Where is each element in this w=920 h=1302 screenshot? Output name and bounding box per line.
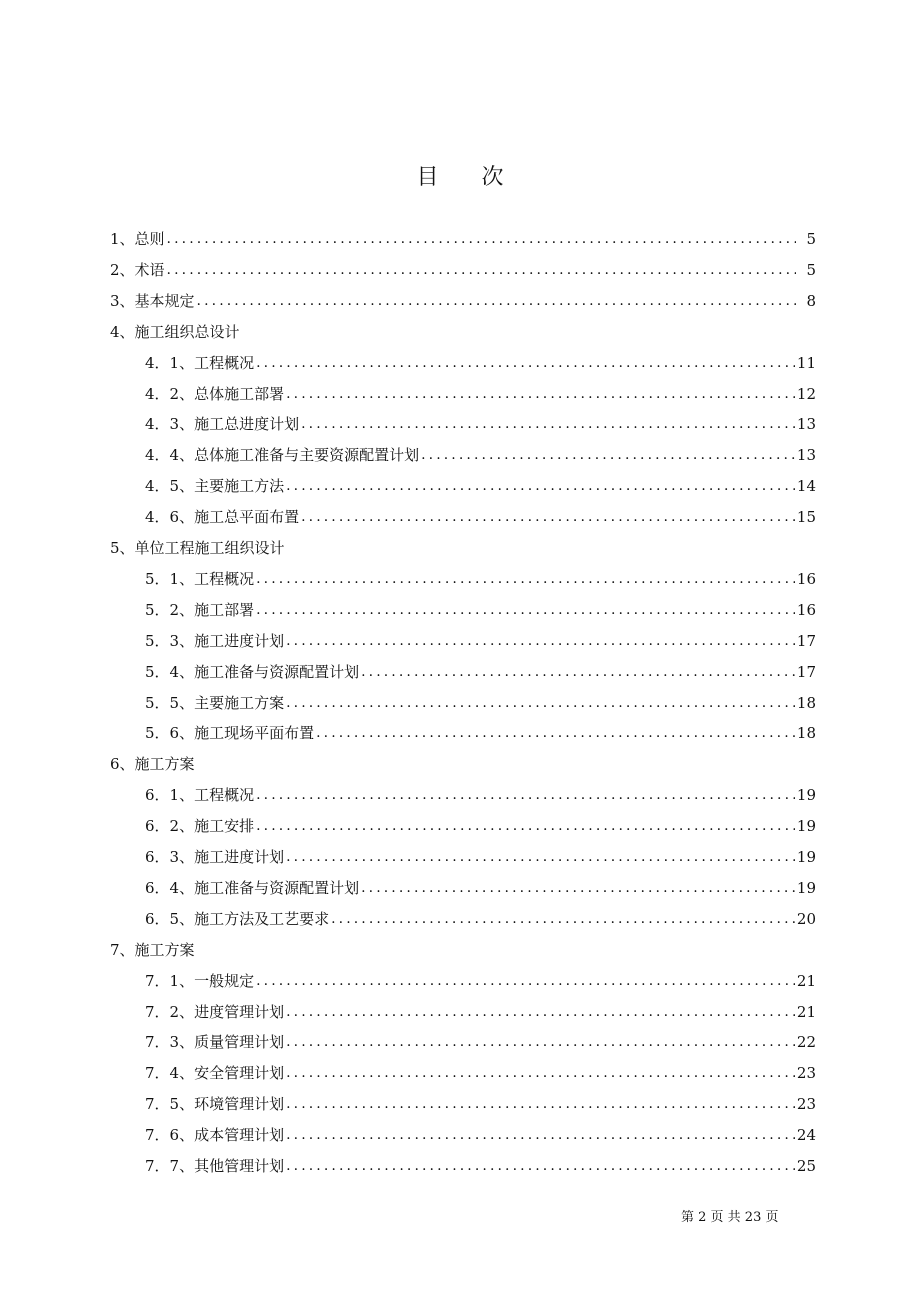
toc-entry-label: 7．3、质量管理计划 bbox=[145, 1033, 285, 1052]
toc-dot-leader bbox=[286, 1063, 795, 1083]
toc-entry-page-number: 14 bbox=[796, 477, 816, 496]
toc-entry-page-number: 15 bbox=[796, 508, 816, 527]
toc-entry[interactable] bbox=[145, 596, 816, 620]
toc-entry-label: 5、单位工程施工组织设计 bbox=[110, 539, 285, 557]
toc-dot-leader bbox=[256, 785, 795, 805]
toc-entry[interactable] bbox=[145, 874, 816, 898]
toc-entry-page-number: 21 bbox=[796, 971, 816, 990]
toc-entry-label: 4．2、总体施工部署 bbox=[145, 384, 285, 403]
toc-entry-label: 5．3、施工进度计划 bbox=[145, 631, 285, 650]
toc-dot-leader bbox=[286, 476, 795, 496]
page-footer: 第 2 页 共 23 页 bbox=[681, 1210, 779, 1225]
toc-dot-leader bbox=[167, 260, 796, 280]
toc-entry-label: 6．5、施工方法及工艺要求 bbox=[145, 909, 330, 928]
toc-entry-label: 4．4、总体施工准备与主要资源配置计划 bbox=[145, 446, 420, 465]
toc-dot-leader bbox=[256, 971, 795, 991]
toc-entry-label: 6．1、工程概况 bbox=[145, 786, 255, 805]
toc-entry-page-number: 5 bbox=[806, 260, 816, 279]
toc-entry[interactable] bbox=[145, 380, 816, 404]
toc-entry-label: 3、基本规定 bbox=[110, 291, 195, 310]
toc-entry-label: 7、施工方案 bbox=[110, 940, 195, 959]
toc-entry-label: 7．4、安全管理计划 bbox=[145, 1064, 285, 1083]
toc-entry-label: 4、施工组织总设计 bbox=[110, 322, 240, 341]
toc-entry[interactable] bbox=[145, 1152, 816, 1176]
toc-entry-page-number: 22 bbox=[796, 1033, 816, 1052]
toc-dot-leader bbox=[286, 631, 795, 651]
toc-entry[interactable] bbox=[145, 1121, 816, 1145]
toc-entry-page-number: 11 bbox=[796, 353, 816, 372]
toc-entry-page-number: 17 bbox=[796, 662, 816, 681]
toc-dot-leader bbox=[256, 569, 795, 589]
toc-entry-label: 5．6、施工现场平面布置 bbox=[145, 724, 315, 743]
toc-entry-label: 7．5、环境管理计划 bbox=[145, 1095, 285, 1114]
toc-entry[interactable] bbox=[145, 967, 816, 991]
toc-entry-label: 6．4、施工准备与资源配置计划 bbox=[145, 878, 360, 897]
toc-entry[interactable] bbox=[145, 1090, 816, 1114]
toc-dot-leader bbox=[361, 662, 795, 682]
toc-entry[interactable] bbox=[110, 225, 816, 249]
toc-entry-label: 7．2、进度管理计划 bbox=[145, 1002, 285, 1021]
toc-dot-leader bbox=[286, 1094, 795, 1114]
toc-entry-page-number: 16 bbox=[796, 569, 816, 588]
toc-entry-page-number: 19 bbox=[796, 786, 816, 805]
toc-dot-leader bbox=[301, 507, 795, 527]
toc-entry-label: 2、术语 bbox=[110, 260, 165, 279]
toc-entry[interactable] bbox=[145, 472, 816, 496]
toc-dot-leader bbox=[301, 414, 795, 434]
toc-entry-label: 4．3、施工总进度计划 bbox=[145, 415, 300, 434]
toc-entry-page-number: 20 bbox=[796, 909, 816, 928]
toc-entry[interactable] bbox=[110, 287, 816, 311]
toc-entry-page-number: 16 bbox=[796, 600, 816, 619]
toc-entry-page-number: 19 bbox=[796, 817, 816, 836]
toc-dot-leader bbox=[286, 847, 795, 867]
toc-dot-leader bbox=[316, 723, 795, 743]
toc-entry-label: 5．5、主要施工方案 bbox=[145, 693, 285, 712]
toc-dot-leader bbox=[286, 1125, 795, 1145]
toc-entry-label: 4．1、工程概况 bbox=[145, 353, 255, 372]
toc-entry[interactable] bbox=[145, 812, 816, 836]
toc-entry-label: 6．2、施工安排 bbox=[145, 817, 255, 836]
page-title: 目 次 bbox=[416, 165, 522, 190]
toc-entry-page-number: 12 bbox=[796, 384, 816, 403]
toc-entry-page-number: 19 bbox=[796, 878, 816, 897]
toc-entry-page-number: 13 bbox=[796, 415, 816, 434]
toc-entry[interactable] bbox=[145, 441, 816, 465]
toc-entry-page-number: 23 bbox=[796, 1095, 816, 1114]
toc-dot-leader bbox=[256, 353, 795, 373]
toc-entry[interactable] bbox=[145, 719, 816, 743]
toc-entry-page-number: 24 bbox=[796, 1126, 816, 1145]
toc-entry-page-number: 21 bbox=[796, 1002, 816, 1021]
toc-entry-label: 7．1、一般规定 bbox=[145, 971, 255, 990]
toc-entry-page-number: 18 bbox=[796, 724, 816, 743]
toc-entry-label: 7．6、成本管理计划 bbox=[145, 1126, 285, 1145]
toc-entry-page-number: 23 bbox=[796, 1064, 816, 1083]
toc-entry[interactable] bbox=[145, 349, 816, 373]
toc-dot-leader bbox=[286, 1002, 795, 1022]
toc-entry-label: 7．7、其他管理计划 bbox=[145, 1157, 285, 1175]
toc-entry[interactable] bbox=[145, 843, 816, 867]
toc-entry[interactable] bbox=[145, 627, 816, 651]
toc-entry-page-number: 17 bbox=[796, 631, 816, 650]
toc-dot-leader bbox=[256, 816, 795, 836]
toc-dot-leader bbox=[167, 229, 796, 249]
toc-entry[interactable] bbox=[110, 256, 816, 280]
toc-entry-label: 6、施工方案 bbox=[110, 755, 195, 774]
toc-dot-leader bbox=[331, 909, 795, 929]
toc-dot-leader bbox=[286, 693, 795, 713]
toc-dot-leader bbox=[256, 600, 795, 620]
toc-entry-label: 6．3、施工进度计划 bbox=[145, 848, 285, 866]
toc-entry-label: 5．4、施工准备与资源配置计划 bbox=[145, 662, 360, 681]
toc-entry[interactable] bbox=[110, 936, 816, 960]
toc-entry-page-number: 8 bbox=[806, 291, 816, 310]
toc-entry[interactable] bbox=[145, 781, 816, 805]
toc-entry-page-number: 19 bbox=[796, 848, 816, 866]
toc-dot-leader bbox=[421, 445, 795, 465]
toc-entry[interactable] bbox=[145, 689, 816, 713]
toc-entry[interactable] bbox=[110, 318, 816, 342]
toc-entry-page-number: 13 bbox=[796, 446, 816, 465]
toc-dot-leader bbox=[286, 1032, 795, 1052]
toc-entry-page-number: 25 bbox=[796, 1157, 816, 1175]
toc-entry[interactable] bbox=[145, 565, 816, 589]
toc-entry-label: 4．6、施工总平面布置 bbox=[145, 508, 300, 527]
toc-entry[interactable] bbox=[110, 534, 816, 558]
toc-dot-leader bbox=[286, 384, 795, 404]
toc-entry-label: 1、总则 bbox=[110, 230, 165, 248]
toc-dot-leader bbox=[286, 1156, 795, 1176]
toc-entry[interactable] bbox=[145, 658, 816, 682]
toc-entry-page-number: 18 bbox=[796, 693, 816, 712]
toc-entry[interactable] bbox=[145, 1059, 816, 1083]
toc-entry[interactable] bbox=[145, 905, 816, 929]
toc-entry[interactable] bbox=[145, 998, 816, 1022]
toc-entry-page-number: 5 bbox=[806, 230, 816, 248]
toc-dot-leader bbox=[197, 291, 796, 311]
toc-entry[interactable] bbox=[145, 1028, 816, 1052]
toc-entry-label: 4．5、主要施工方法 bbox=[145, 477, 285, 496]
toc-dot-leader bbox=[361, 878, 795, 898]
toc-entry[interactable] bbox=[145, 503, 816, 527]
toc-entry-label: 5．2、施工部署 bbox=[145, 600, 255, 619]
toc-entry[interactable] bbox=[110, 750, 816, 774]
toc-entry[interactable] bbox=[145, 410, 816, 434]
toc-entry-label: 5．1、工程概况 bbox=[145, 569, 255, 588]
